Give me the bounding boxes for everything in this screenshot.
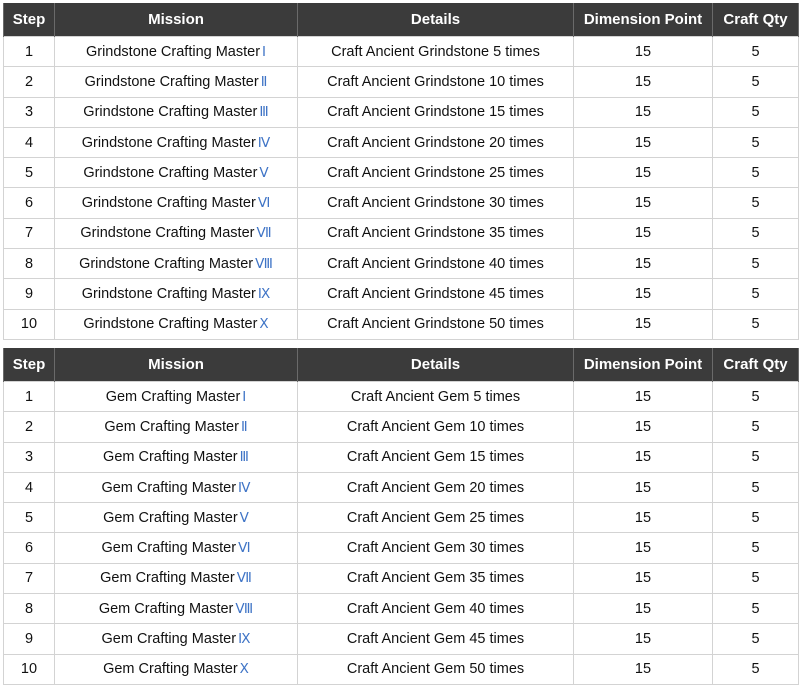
header-details: Details: [298, 348, 574, 382]
step-cell: 3: [4, 442, 55, 472]
mission-cell: [55, 188, 298, 218]
header-craft-qty: Craft Qty: [713, 3, 799, 37]
details-cell: Craft Ancient Grindstone 30 times: [298, 188, 574, 218]
mission-cell: [55, 37, 298, 67]
mission-cell: [55, 533, 298, 563]
details-cell: Craft Ancient Grindstone 40 times: [298, 249, 574, 279]
mission-cell: [55, 503, 298, 533]
roman-numeral: Ⅵ: [238, 540, 251, 557]
header-details: Details: [298, 3, 574, 37]
roman-numeral: Ⅷ: [255, 255, 273, 272]
mission-cell: [55, 412, 298, 442]
grindstone-mission-table: [3, 3, 799, 340]
roman-numeral: Ⅹ: [239, 661, 249, 678]
step-cell: 1: [4, 382, 55, 412]
dimension-point-cell: 15: [574, 37, 713, 67]
details-cell: Craft Ancient Grindstone 50 times: [298, 309, 574, 339]
craft-qty-cell: 5: [713, 442, 799, 472]
details-cell: Craft Ancient Grindstone 35 times: [298, 218, 574, 248]
table-row: [4, 67, 799, 97]
mission-name: Gem Crafting Master: [101, 540, 237, 557]
step-cell: 4: [4, 472, 55, 502]
step-cell: 3: [4, 97, 55, 127]
dimension-point-cell: 15: [574, 442, 713, 472]
mission-cell: [55, 309, 298, 339]
table-row: [4, 97, 799, 127]
roman-numeral: Ⅸ: [238, 631, 251, 648]
details-cell: Craft Ancient Gem 20 times: [298, 472, 574, 502]
roman-numeral: Ⅰ: [262, 43, 267, 60]
step-cell: 5: [4, 503, 55, 533]
mission-name: Grindstone Crafting Master: [83, 316, 258, 333]
dimension-point-cell: 15: [574, 594, 713, 624]
details-cell: Craft Ancient Grindstone 45 times: [298, 279, 574, 309]
mission-name: Gem Crafting Master: [100, 570, 235, 587]
details-cell: Craft Ancient Gem 25 times: [298, 503, 574, 533]
mission-cell: [55, 67, 298, 97]
roman-numeral: Ⅶ: [236, 570, 252, 587]
grindstone-table-body: [4, 37, 799, 340]
header-step: Step: [4, 3, 55, 37]
details-cell: Craft Ancient Grindstone 5 times: [298, 37, 574, 67]
mission-name: Gem Crafting Master: [101, 631, 237, 648]
mission-name: Grindstone Crafting Master: [81, 195, 256, 212]
dimension-point-cell: 15: [574, 127, 713, 157]
step-cell: 7: [4, 218, 55, 248]
craft-qty-cell: 5: [713, 533, 799, 563]
step-cell: 6: [4, 188, 55, 218]
table-row: [4, 188, 799, 218]
craft-qty-cell: 5: [713, 382, 799, 412]
roman-numeral: Ⅹ: [259, 316, 269, 333]
details-cell: Craft Ancient Gem 45 times: [298, 624, 574, 654]
mission-cell: [55, 594, 298, 624]
step-cell: 9: [4, 624, 55, 654]
roman-numeral: Ⅵ: [257, 195, 271, 212]
step-cell: 5: [4, 158, 55, 188]
mission-name: Grindstone Crafting Master: [80, 225, 255, 242]
details-cell: Craft Ancient Gem 40 times: [298, 594, 574, 624]
mission-name: Grindstone Crafting Master: [81, 134, 256, 151]
craft-qty-cell: 5: [713, 249, 799, 279]
step-cell: 2: [4, 412, 55, 442]
step-cell: 10: [4, 654, 55, 684]
craft-qty-cell: 5: [713, 503, 799, 533]
mission-cell: [55, 218, 298, 248]
table-row: [4, 279, 799, 309]
table-row: [4, 382, 799, 412]
mission-cell: [55, 563, 298, 593]
details-cell: Craft Ancient Gem 5 times: [298, 382, 574, 412]
details-cell: Craft Ancient Grindstone 25 times: [298, 158, 574, 188]
dimension-point-cell: 15: [574, 218, 713, 248]
gem-mission-table: [3, 348, 799, 685]
table-row: [4, 654, 799, 684]
step-cell: 8: [4, 249, 55, 279]
craft-qty-cell: 5: [713, 97, 799, 127]
mission-name: Grindstone Crafting Master: [79, 255, 254, 272]
details-cell: Craft Ancient Gem 35 times: [298, 563, 574, 593]
craft-qty-cell: 5: [713, 279, 799, 309]
dimension-point-cell: 15: [574, 158, 713, 188]
craft-qty-cell: 5: [713, 654, 799, 684]
table-row: [4, 594, 799, 624]
dimension-point-cell: 15: [574, 412, 713, 442]
step-cell: 4: [4, 127, 55, 157]
details-cell: Craft Ancient Gem 30 times: [298, 533, 574, 563]
mission-cell: [55, 97, 298, 127]
roman-numeral: Ⅷ: [235, 600, 254, 617]
dimension-point-cell: 15: [574, 624, 713, 654]
header-mission: Mission: [55, 348, 298, 382]
table-row: [4, 472, 799, 502]
dimension-point-cell: 15: [574, 472, 713, 502]
mission-name: Grindstone Crafting Master: [83, 104, 258, 121]
craft-qty-cell: 5: [713, 158, 799, 188]
craft-qty-cell: 5: [713, 624, 799, 654]
details-cell: Craft Ancient Grindstone 10 times: [298, 67, 574, 97]
dimension-point-cell: 15: [574, 188, 713, 218]
table-row: [4, 442, 799, 472]
details-cell: Craft Ancient Grindstone 15 times: [298, 97, 574, 127]
details-cell: Craft Ancient Gem 15 times: [298, 442, 574, 472]
roman-numeral: Ⅰ: [242, 388, 247, 405]
dimension-point-cell: 15: [574, 563, 713, 593]
mission-cell: [55, 442, 298, 472]
craft-qty-cell: 5: [713, 127, 799, 157]
craft-qty-cell: 5: [713, 37, 799, 67]
table-row: [4, 412, 799, 442]
mission-name: Gem Crafting Master: [98, 600, 234, 617]
roman-numeral: Ⅸ: [257, 286, 271, 303]
craft-qty-cell: 5: [713, 218, 799, 248]
step-cell: 9: [4, 279, 55, 309]
mission-name: Gem Crafting Master: [105, 388, 241, 405]
dimension-point-cell: 15: [574, 382, 713, 412]
mission-name: Gem Crafting Master: [103, 661, 238, 678]
table-row: [4, 624, 799, 654]
roman-numeral: Ⅱ: [240, 418, 248, 435]
step-cell: 6: [4, 533, 55, 563]
dimension-point-cell: 15: [574, 279, 713, 309]
table-row: [4, 37, 799, 67]
dimension-point-cell: 15: [574, 533, 713, 563]
dimension-point-cell: 15: [574, 249, 713, 279]
table-row: [4, 309, 799, 339]
header-craft-qty: Craft Qty: [713, 348, 799, 382]
step-cell: 2: [4, 67, 55, 97]
table-row: [4, 127, 799, 157]
dimension-point-cell: 15: [574, 67, 713, 97]
mission-name: Grindstone Crafting Master: [85, 43, 261, 60]
table-row: [4, 158, 799, 188]
details-cell: Craft Ancient Grindstone 20 times: [298, 127, 574, 157]
mission-name: Grindstone Crafting Master: [81, 286, 256, 303]
roman-numeral: Ⅲ: [239, 449, 249, 466]
roman-numeral: Ⅶ: [256, 225, 272, 242]
step-cell: 10: [4, 309, 55, 339]
table-row: [4, 503, 799, 533]
table-row: [4, 533, 799, 563]
craft-qty-cell: 5: [713, 594, 799, 624]
step-cell: 1: [4, 37, 55, 67]
header-dimension-point: Dimension Point: [574, 348, 713, 382]
table-header-row: [4, 348, 799, 382]
header-dimension-point: Dimension Point: [574, 3, 713, 37]
mission-cell: [55, 382, 298, 412]
roman-numeral: Ⅳ: [238, 479, 251, 496]
mission-name: Grindstone Crafting Master: [84, 73, 259, 90]
craft-qty-cell: 5: [713, 472, 799, 502]
mission-cell: [55, 654, 298, 684]
dimension-point-cell: 15: [574, 97, 713, 127]
details-cell: Craft Ancient Gem 10 times: [298, 412, 574, 442]
table-row: [4, 563, 799, 593]
mission-cell: [55, 279, 298, 309]
details-cell: Craft Ancient Gem 50 times: [298, 654, 574, 684]
table-row: [4, 218, 799, 248]
dimension-point-cell: 15: [574, 654, 713, 684]
craft-qty-cell: 5: [713, 412, 799, 442]
mission-name: Gem Crafting Master: [103, 449, 238, 466]
roman-numeral: Ⅲ: [259, 104, 269, 121]
mission-name: Gem Crafting Master: [103, 509, 238, 526]
craft-qty-cell: 5: [713, 67, 799, 97]
roman-numeral: Ⅱ: [260, 73, 268, 90]
mission-name: Gem Crafting Master: [104, 418, 239, 435]
table-row: [4, 249, 799, 279]
craft-qty-cell: 5: [713, 563, 799, 593]
header-mission: Mission: [55, 3, 298, 37]
roman-numeral: Ⅴ: [239, 509, 249, 526]
mission-cell: [55, 127, 298, 157]
roman-numeral: Ⅴ: [259, 164, 269, 181]
header-step: Step: [4, 348, 55, 382]
mission-cell: [55, 249, 298, 279]
mission-cell: [55, 158, 298, 188]
craft-qty-cell: 5: [713, 188, 799, 218]
step-cell: 8: [4, 594, 55, 624]
craft-qty-cell: 5: [713, 309, 799, 339]
mission-cell: [55, 624, 298, 654]
table-header-row: [4, 3, 799, 37]
dimension-point-cell: 15: [574, 503, 713, 533]
mission-name: Grindstone Crafting Master: [83, 164, 258, 181]
gem-table-body: [4, 382, 799, 685]
roman-numeral: Ⅳ: [257, 134, 271, 151]
mission-name: Gem Crafting Master: [101, 479, 237, 496]
step-cell: 7: [4, 563, 55, 593]
mission-cell: [55, 472, 298, 502]
dimension-point-cell: 15: [574, 309, 713, 339]
